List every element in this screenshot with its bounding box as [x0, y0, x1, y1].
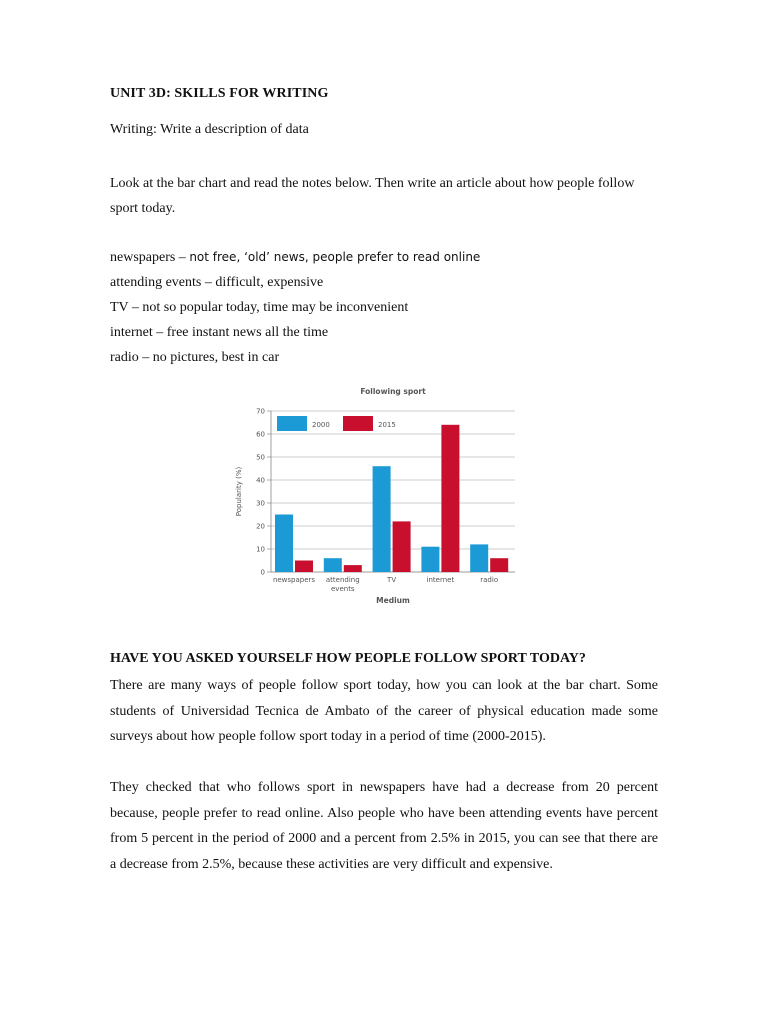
essay-paragraph: They checked that who follows sport in newspapers have had a decrease from 20 percent because, people prefer to read online. Also people who have been attending events have percent from 5 percent in the period of 2000 and a percent from 2.5% in 2015, you can see that there are a decrease from 2.5%, because these activities are very difficult and expensive.: [110, 780, 658, 872]
note-item: internet – free instant news all the time: [110, 325, 329, 340]
y-tick-label: 10: [256, 545, 265, 554]
writing-task: Writing: Write a description of data: [110, 122, 309, 137]
y-axis-label: Popularity (%): [235, 466, 243, 517]
legend-swatch-2015: [343, 416, 373, 431]
legend-label: 2000: [312, 421, 330, 429]
y-tick-label: 30: [256, 499, 265, 508]
x-tick-label: TV: [387, 576, 397, 584]
chart-title: Following sport: [360, 387, 426, 396]
y-tick-label: 40: [256, 476, 265, 485]
unit-title: UNIT 3D: SKILLS FOR WRITING: [110, 86, 329, 101]
note-item: radio – no pictures, best in car: [110, 350, 280, 365]
legend-label: 2015: [378, 421, 396, 429]
x-tick-label: newspapers: [272, 576, 316, 584]
x-tick-label: internet: [426, 576, 455, 584]
note-item: newspapers – not free, ‘old’ news, people prefer to read online: [110, 250, 481, 265]
y-tick-label: 0: [260, 568, 265, 577]
bar-2000: [373, 466, 391, 572]
bar-2000: [421, 547, 439, 572]
y-tick-label: 70: [256, 407, 265, 416]
instructions: Look at the bar chart and read the notes below. Then write an article about how people follow sport today.: [110, 176, 635, 216]
bar-2000: [324, 558, 342, 572]
bar-chart: [228, 382, 528, 612]
y-tick-label: 20: [256, 522, 265, 531]
note-item: TV – not so popular today, time may be inconvenient: [110, 300, 409, 315]
x-tick-label: events: [331, 585, 355, 593]
legend-swatch-2000: [277, 416, 307, 431]
bar-2015: [295, 561, 313, 573]
bar-2000: [470, 544, 488, 572]
essay-paragraph: There are many ways of people follow sport today, how you can look at the bar chart. Some students of Universidad Tecnica de Ambato of the career of physical education made some surveys about how people follow sport today in a period of time (2000-2015).: [110, 678, 658, 744]
x-tick-label: radio: [480, 576, 499, 584]
note-item: attending events – difficult, expensive: [110, 275, 324, 290]
bar-2015: [393, 521, 411, 572]
bar-2015: [441, 425, 459, 572]
essay-heading: HAVE YOU ASKED YOURSELF HOW PEOPLE FOLLOW SPORT TODAY?: [110, 651, 586, 666]
bar-2015: [490, 558, 508, 572]
x-axis-label: Medium: [376, 596, 410, 605]
y-tick-label: 50: [256, 453, 265, 462]
notes-list: [110, 245, 480, 370]
y-tick-label: 60: [256, 430, 265, 439]
bar-chart-svg: [228, 382, 528, 612]
x-tick-label: attending: [325, 576, 360, 584]
bar-2015: [344, 565, 362, 572]
bar-2000: [275, 515, 293, 573]
